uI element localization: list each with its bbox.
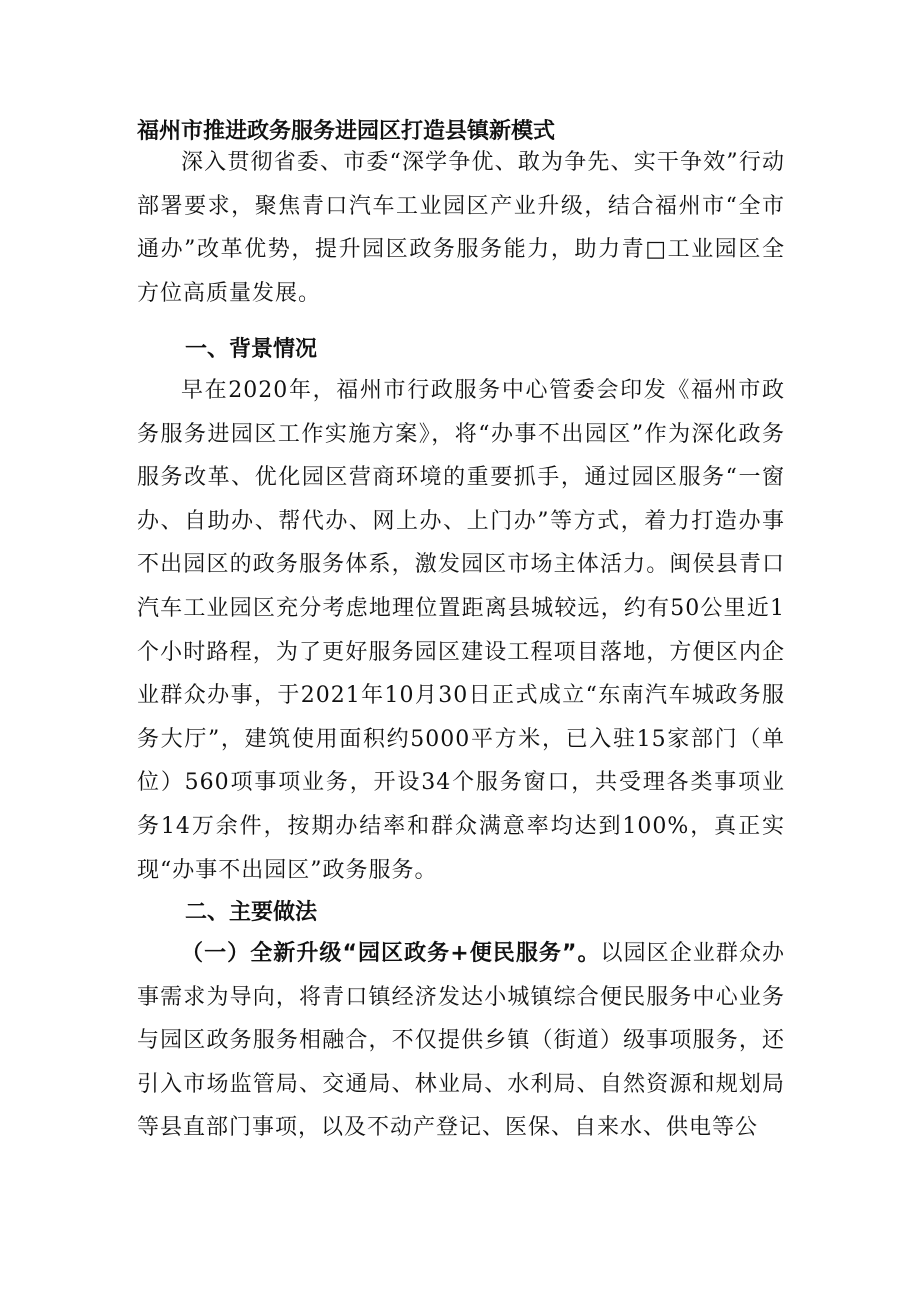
section-heading-main-practices: 二、主要做法: [185, 900, 318, 925]
practice-paragraph-1: [137, 932, 785, 1150]
practice-1-body: 以园区企业群众办事需求为导向，将青口镇经济发达小城镇综合便民服务中心业务与园区政务服务相融合，不仅提供乡镇（街道）级事项服务，还引入市场监管局、交通局、林业局、水利局、自然资源和规划局等县直部门事项，以及不动产登记、医保、自来水、供电等公: [137, 941, 785, 1141]
background-paragraph: 早在2020年，福州市行政服务中心管委会印发《福州市政务服务进园区工作实施方案》，将“办事不出园区”作为深化政务服务改革、优化园区营商环境的重要抓手，通过园区服务“一窗办、自助办、帮代办、网上办、上门办”等方式，着力打造办事不出园区的政务服务体系，激发园区市场主体活力。闽侯县青口汽车工业园区充分考虑地理位置距离县城较远，约有50公里近1个小时路程，为了更好服务园区建设工程项目落地，方便区内企业群众办事，于2021年10月30日正式成立“东南汽车城政务服务大厅”，建筑使用面积约5000平方米，已入驻15家部门（单位）560项事项业务，开设34个服务窗口，共受理各类事项业务14万余件，按期办结率和群众满意率均达到100%，真正实现“办事不出园区”政务服务。: [137, 378, 785, 883]
intro-paragraph: 深入贯彻省委、市委“深学争优、敢为争先、实干争效”行动部署要求，聚焦青口汽车工业园区产业升级，结合福州市“全市通办”改革优势，提升园区政务服务能力，助力青□工业园区全方位高质量发展。: [137, 150, 785, 306]
section-heading-background: 一、背景情况: [185, 337, 318, 362]
practice-1-lead: （一）全新升级“园区政务+便民服务”。: [181, 941, 601, 966]
document-title: 福州市推进政务服务进园区打造县镇新模式: [137, 119, 556, 144]
